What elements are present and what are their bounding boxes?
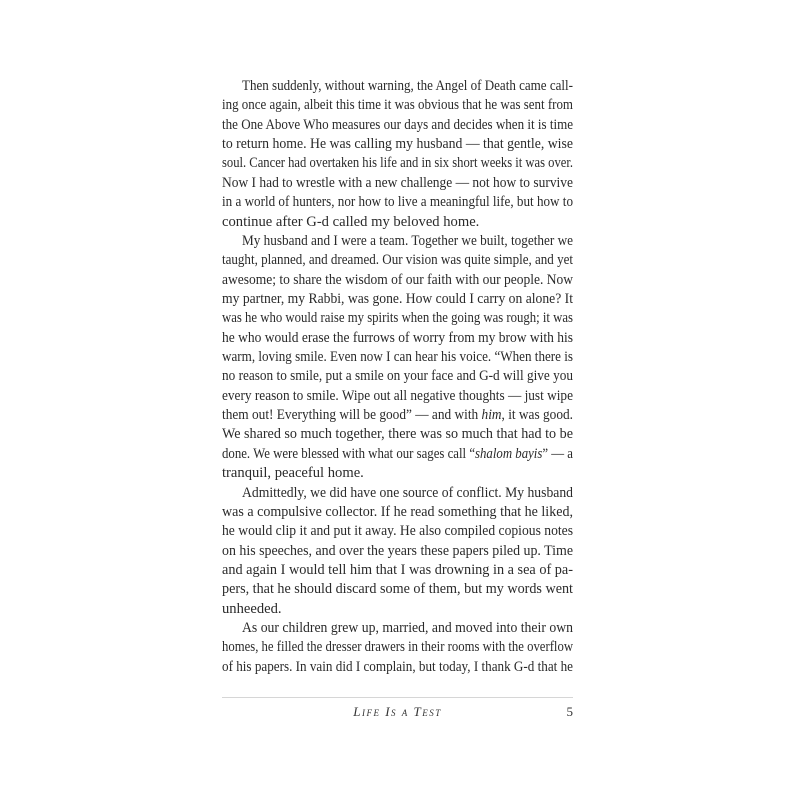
- text-line: [222, 174, 573, 193]
- text-line-content: [222, 580, 573, 599]
- text-line: [222, 251, 573, 270]
- text-span: taught, planned, and dreamed. Our vision was quite simple, and yet: [222, 252, 573, 269]
- text-span: in a world of hunters, nor how to live a meaningful life, but how to: [222, 194, 573, 211]
- text-line: [222, 193, 573, 212]
- text-line: [222, 503, 573, 522]
- text-span: pers, that he should discard some of them, but my words went: [222, 581, 573, 598]
- text-line: [222, 464, 573, 483]
- text-line-content: [222, 193, 573, 212]
- text-line: [222, 329, 573, 348]
- text-span: ing once again, albeit this time it was obvious that he was sent from: [222, 97, 573, 114]
- text-line-content: [222, 445, 573, 464]
- text-span: awesome; to share the wisdom of our faith with our people. Now: [222, 271, 573, 288]
- text-line: [222, 425, 573, 444]
- text-line-content: [222, 96, 573, 115]
- paragraph: [222, 232, 573, 484]
- footer-rule: [222, 697, 573, 698]
- text-line: [222, 580, 573, 599]
- text-line: [222, 232, 573, 251]
- text-span: unheeded.: [222, 600, 282, 617]
- text-line: [222, 290, 573, 309]
- text-line-content: [222, 174, 573, 193]
- text-line-content: [222, 600, 282, 619]
- text-span: no reason to smile, put a smile on your face and G-d will give you: [222, 368, 573, 385]
- text-line: [222, 116, 573, 135]
- text-line: [222, 154, 573, 173]
- text-line-content: [242, 77, 573, 96]
- text-line-content: [222, 367, 573, 386]
- text-line-content: [242, 619, 573, 638]
- text-line: [222, 309, 573, 328]
- text-line: [222, 348, 573, 367]
- text-line: [222, 638, 573, 657]
- text-span: of his papers. In vain did I complain, but today, I thank G-d that he: [222, 658, 573, 675]
- text-span: warm, loving smile. Even now I can hear his voice. “When there is: [222, 349, 573, 366]
- text-span: them out! Everything will be good” — and with: [222, 407, 482, 424]
- text-line-content: [222, 406, 573, 425]
- text-line: [222, 484, 573, 503]
- text-line-content: [242, 484, 573, 503]
- paragraph: [222, 619, 573, 677]
- text-line-content: [222, 213, 479, 232]
- paragraph: [222, 77, 573, 232]
- text-span: done. We were blessed with what our sages call “: [222, 445, 476, 462]
- text-span: , it was good.: [501, 407, 573, 424]
- text-line: [222, 367, 573, 386]
- text-line-content: [222, 290, 573, 309]
- text-line: [222, 135, 573, 154]
- text-line-content: [222, 271, 573, 290]
- text-line: [222, 213, 573, 232]
- text-line: [222, 96, 573, 115]
- page-number: 5: [566, 704, 573, 719]
- text-line: [222, 561, 573, 580]
- text-span: every reason to smile. Wipe out all negative thoughts — just wipe: [222, 387, 573, 404]
- text-span: on his speeches, and over the years these papers piled up. Time: [222, 542, 573, 559]
- text-line: [222, 387, 573, 406]
- text-span: was a compulsive collector. If he read something that he liked,: [222, 503, 573, 520]
- text-line-content: [222, 561, 573, 580]
- paragraph: [222, 484, 573, 620]
- italic-text: shalom bayis: [475, 445, 543, 462]
- text-span: ” — a: [542, 445, 573, 462]
- text-span: my partner, my Rabbi, was gone. How could I carry on alone? It: [222, 290, 573, 307]
- text-span: My husband and I were a team. Together we built, together we: [242, 232, 573, 249]
- text-line-content: [222, 116, 573, 135]
- text-span: continue after G-d called my beloved home.: [222, 213, 480, 230]
- text-line: [222, 658, 573, 677]
- text-line: [222, 542, 573, 561]
- text-span: homes, he filled the dresser drawers in their rooms with the overflow: [222, 639, 573, 656]
- text-line-content: [222, 658, 573, 677]
- text-line-content: [222, 309, 573, 328]
- text-line-content: [222, 542, 573, 561]
- text-line: [222, 271, 573, 290]
- text-line-content: [222, 387, 573, 406]
- text-line-content: [222, 464, 364, 483]
- text-span: soul. Cancer had overtaken his life and in six short weeks it was over.: [222, 155, 573, 172]
- text-line: [222, 77, 573, 96]
- text-line: [222, 522, 573, 541]
- text-line: [222, 600, 573, 619]
- text-line: [222, 406, 573, 425]
- text-line-content: [222, 135, 573, 154]
- text-line-content: [242, 232, 573, 251]
- text-line-content: [222, 154, 573, 173]
- text-span: tranquil, peaceful home.: [222, 465, 364, 482]
- text-line-content: [222, 503, 573, 522]
- text-span: he would clip it and put it away. He also compiled copious notes: [222, 523, 573, 540]
- text-line-content: [222, 638, 573, 657]
- text-line-content: [222, 251, 573, 270]
- text-line-content: [222, 348, 573, 367]
- text-span: Admittedly, we did have one source of conflict. My husband: [242, 484, 573, 501]
- text-span: and again I would tell him that I was drowning in a sea of pa-: [222, 561, 573, 578]
- italic-text: him: [481, 407, 502, 424]
- text-line: [222, 619, 573, 638]
- text-span: he who would erase the furrows of worry from my brow with his: [222, 329, 573, 346]
- text-span: Then suddenly, without warning, the Angel of Death came call-: [242, 78, 573, 94]
- text-line-content: [222, 329, 573, 348]
- text-span: Now I had to wrestle with a new challenge — not how to survive: [222, 174, 573, 191]
- body-text: [222, 77, 573, 677]
- text-span: As our children grew up, married, and moved into their own: [242, 620, 573, 637]
- text-line: [222, 445, 573, 464]
- text-line-content: [222, 522, 573, 541]
- text-span: was he who would raise my spirits when the going was rough; it was: [222, 310, 573, 327]
- text-span: the One Above Who measures our days and decides when it is time: [222, 116, 573, 133]
- text-line-content: [222, 425, 573, 444]
- text-span: to return home. He was calling my husband — that gentle, wise: [222, 136, 573, 153]
- running-title: Life Is a Test: [353, 704, 442, 719]
- text-span: We shared so much together, there was so much that had to be: [222, 426, 573, 443]
